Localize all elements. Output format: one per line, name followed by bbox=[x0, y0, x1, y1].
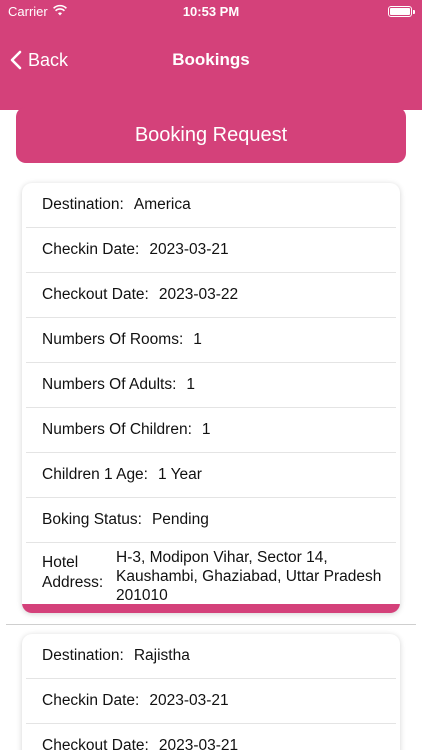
checkout-value: 2023-03-21 bbox=[158, 737, 239, 750]
checkin-value: 2023-03-21 bbox=[149, 241, 229, 258]
checkout-label: Checkout Date: bbox=[42, 737, 149, 750]
child-age-value: 1 Year bbox=[158, 466, 202, 483]
checkin-value: 2023-03-21 bbox=[149, 692, 229, 709]
status-row bbox=[26, 498, 396, 543]
adults-row bbox=[26, 363, 396, 408]
checkin-row bbox=[26, 228, 396, 273]
checkout-value: 2023-03-22 bbox=[158, 286, 239, 303]
carrier-label: Carrier bbox=[8, 4, 48, 19]
child-age-row bbox=[26, 453, 396, 498]
battery-icon bbox=[388, 6, 412, 17]
checkin-row bbox=[26, 679, 396, 724]
booking-card bbox=[22, 183, 400, 613]
destination-value: America bbox=[133, 196, 191, 213]
checkin-label: Checkin Date: bbox=[42, 241, 140, 258]
destination-label: Destination: bbox=[42, 647, 124, 664]
checkout-row bbox=[26, 273, 396, 318]
destination-value: Rajistha bbox=[133, 647, 190, 664]
checkout-label: Checkout Date: bbox=[42, 286, 149, 303]
status-time: 10:53 PM bbox=[182, 4, 240, 19]
adults-label: Numbers Of Adults: bbox=[42, 376, 177, 393]
rooms-row bbox=[26, 318, 396, 363]
adults-value: 1 bbox=[186, 376, 196, 393]
app-header bbox=[0, 0, 422, 110]
booking-request-button[interactable]: Booking Request bbox=[16, 107, 406, 163]
back-label: Back bbox=[28, 49, 69, 70]
status-bar bbox=[0, 0, 422, 24]
children-label: Numbers Of Children: bbox=[42, 421, 192, 438]
booking-card bbox=[22, 634, 400, 750]
address-label: Hotel Address: bbox=[42, 554, 104, 591]
destination-row bbox=[26, 183, 396, 228]
address-value: H-3, Modipon Vihar, Sector 14, Kaushambi, Ghaziabad, Uttar Pradesh 201010 bbox=[116, 549, 382, 604]
address-row bbox=[26, 543, 396, 603]
destination-row bbox=[26, 634, 396, 679]
card-accent-bar bbox=[22, 604, 400, 613]
rooms-value: 1 bbox=[193, 331, 202, 348]
status-label: Boking Status: bbox=[42, 511, 142, 528]
status-value: Pending bbox=[151, 511, 209, 528]
checkin-label: Checkin Date: bbox=[42, 692, 140, 709]
children-row bbox=[26, 408, 396, 453]
children-value: 1 bbox=[201, 421, 211, 438]
list-divider bbox=[6, 624, 416, 625]
rooms-label: Numbers Of Rooms: bbox=[42, 331, 184, 348]
destination-label: Destination: bbox=[42, 196, 124, 213]
checkout-row bbox=[26, 724, 396, 750]
page-title: Bookings bbox=[172, 50, 250, 69]
child-age-label: Children 1 Age: bbox=[42, 466, 148, 483]
